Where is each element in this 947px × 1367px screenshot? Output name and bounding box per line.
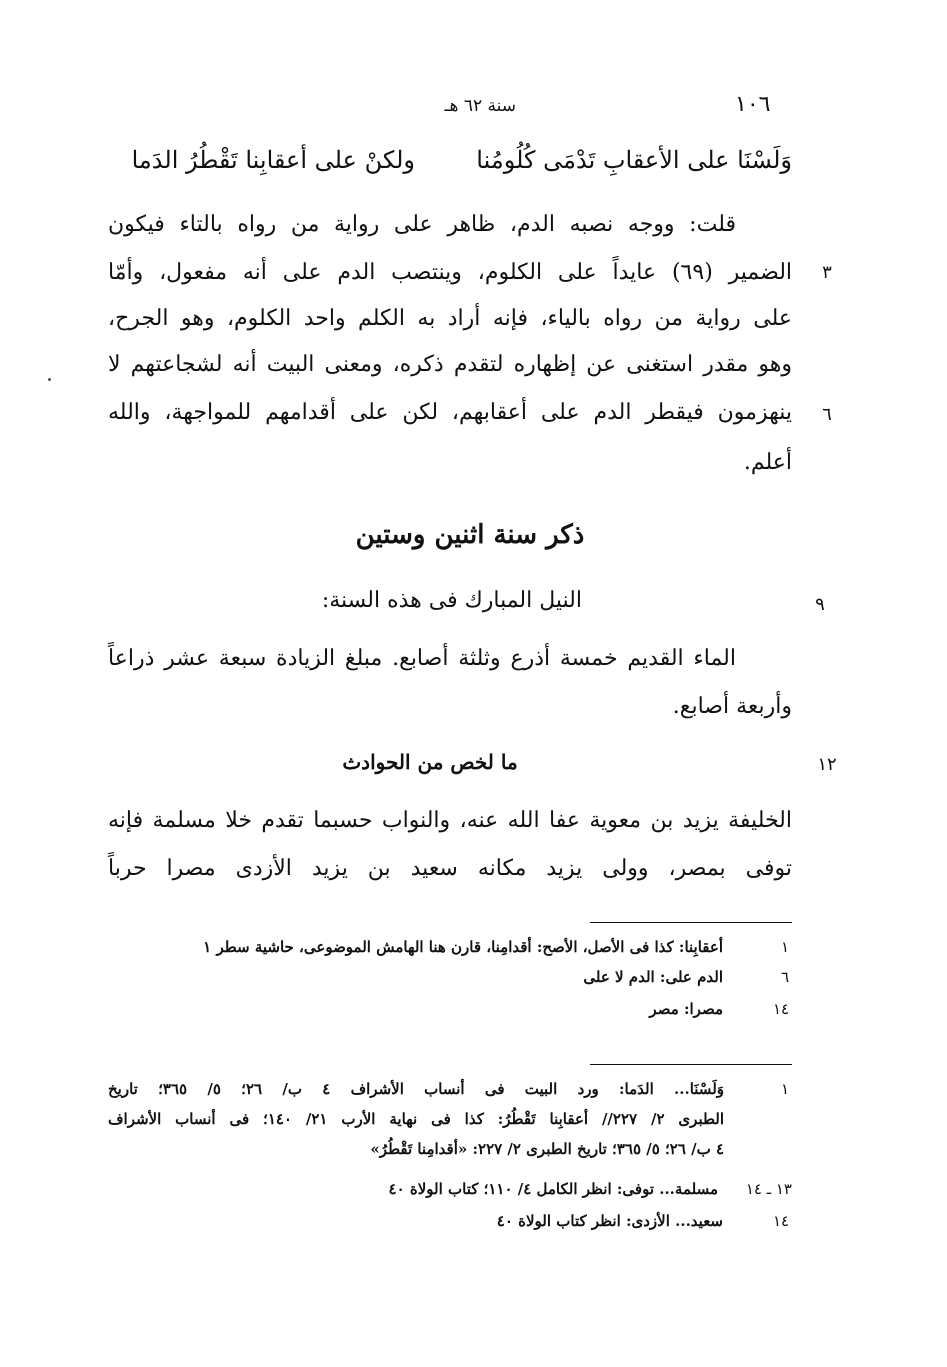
scan-speck bbox=[48, 378, 51, 381]
footnote-text: سعيد... الأزدى: انظر كتاب الولاة ٤٠ bbox=[496, 1212, 723, 1230]
footnote-number: ١ bbox=[780, 1080, 790, 1098]
footnote-text: الدم على: الدم لا على bbox=[583, 968, 723, 986]
events-heading: ما لخص من الحوادث bbox=[342, 750, 518, 774]
nile-heading: النيل المبارك فى هذه السنة: bbox=[321, 588, 582, 613]
events-line: الخليفة يزيد بن معوية عفا الله عنه، والنواب حسبما تقدم خلا مسلمة فإنه bbox=[108, 808, 792, 833]
commentary-line: وهو مقدر استغنى عن إظهاره لتقدم ذكره، ومعنى البيت أنه لشجاعتهم لا bbox=[108, 352, 792, 377]
page-number: ١٠٦ bbox=[735, 92, 771, 117]
commentary-line: ينهزمون فيقطر الدم على أعقابهم، لكن على أقدامهم للمواجهة، والله bbox=[108, 400, 792, 425]
footnote-text: الطبرى ٢/ ٢٢٧// أعقابِنا تَقْطُرُ: كذا فى نهاية الأرب ٢١/ ١٤٠؛ فى أنساب الأشراف bbox=[108, 1110, 725, 1128]
nile-line: الماء القديم خمسة أذرع وثلثة أصابع. مبلغ الزيادة سبعة عشر ذراعاً bbox=[108, 646, 736, 671]
line-number: ٣ bbox=[822, 262, 832, 283]
nile-line: وأربعة أصابع. bbox=[672, 694, 792, 719]
commentary-line: قلت: ووجه نصبه الدم، ظاهر على رواية من رواه بالتاء فيكون bbox=[108, 212, 737, 237]
running-title: سنة ٦٢ هـ bbox=[444, 96, 516, 116]
line-number: ١٢ bbox=[817, 754, 837, 775]
footnote-number: ١٣ ـ ١٤ bbox=[745, 1180, 792, 1198]
footnote-text: أعقابِنا: كذا فى الأصل، الأصح: أقدامِنا، قارن هنا الهامش الموضوعى، حاشية سطر ١ bbox=[203, 938, 723, 956]
footnote-text: وَلَسْنَا... الدَما: ورد البيت فى أنساب الأشراف ٤ ب/ ٢٦؛ ٥/ ٣٦٥؛ تاريخ bbox=[108, 1080, 725, 1098]
footnote-rule bbox=[590, 922, 792, 923]
footnote-text: مسلمة... توفى: انظر الكامل ٤/ ١١٠؛ كتاب الولاة ٤٠ bbox=[388, 1180, 718, 1198]
commentary-line: أعلم. bbox=[743, 450, 792, 475]
line-number: ٦ bbox=[822, 404, 832, 425]
section-title: ذكر سنة اثنين وستين bbox=[355, 520, 585, 550]
footnote-rule bbox=[590, 1064, 792, 1065]
verse-hemistich-1: وَلَسْنَا على الأعقابِ تَدْمَى كُلُومُنا bbox=[476, 146, 792, 174]
footnote-text: ٤ ب/ ٢٦؛ ٥/ ٣٦٥؛ تاريخ الطبرى ٢/ ٢٢٧: «أقدامِنا تَقْطُرُ» bbox=[370, 1140, 724, 1158]
footnote-text: مصرا: مصر bbox=[649, 1000, 723, 1018]
commentary-line: على رواية من رواه بالياء، فإنه أراد به الكلم واحد الكلوم، وهو الجرح، bbox=[108, 306, 792, 331]
line-number: ٩ bbox=[815, 594, 825, 615]
footnote-number: ١٤ bbox=[772, 1212, 790, 1230]
verse-hemistich-2: ولكنْ على أعقابِنا تَقْطُرُ الدَما bbox=[131, 146, 415, 174]
footnote-number: ٦ bbox=[780, 968, 790, 986]
footnote-number: ١ bbox=[780, 938, 790, 956]
events-line: توفى بمصر، وولى يزيد مكانه سعيد بن يزيد الأزدى مصرا حرباً bbox=[108, 856, 792, 881]
commentary-line: الضمير (٦٩) عايداً على الكلوم، وينتصب الدم على أنه مفعول، وأمّا bbox=[108, 260, 793, 285]
footnote-number: ١٤ bbox=[772, 1000, 790, 1018]
